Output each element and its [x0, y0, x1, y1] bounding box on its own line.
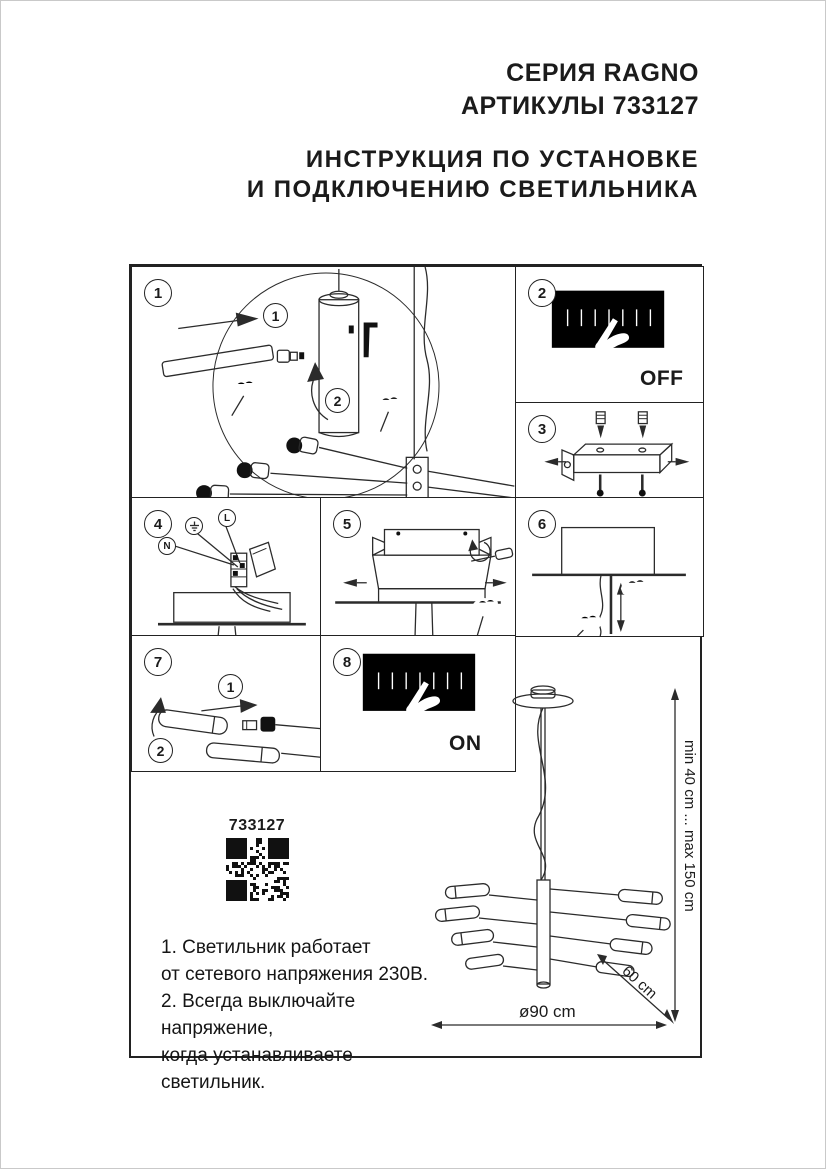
step-7-sub-1: 1	[218, 674, 243, 699]
diameter-dimension-label: ø90 cm	[519, 1002, 576, 1021]
earth-ground-icon	[189, 521, 200, 532]
step-5-badge: 5	[333, 510, 361, 538]
step-1-sub-2: 2	[325, 388, 350, 413]
step-7-panel	[131, 635, 322, 772]
step-7-badge: 7	[144, 648, 172, 676]
qr-article-number: 733127	[228, 817, 286, 834]
step-1-panel	[131, 266, 516, 499]
line-wire-badge: L	[218, 509, 236, 527]
step-6-badge: 6	[528, 510, 556, 538]
title-line-1: ИНСТРУКЦИЯ ПО УСТАНОВКЕ	[305, 146, 699, 173]
note-line: от сетевого напряжения 230В.	[161, 964, 429, 985]
step-7-sub-2: 2	[148, 738, 173, 763]
step-3-badge: 3	[528, 415, 556, 443]
height-dimension-label: min 40 cm ... max 150 cm	[681, 740, 698, 912]
page-title	[247, 145, 699, 205]
power-off-label: OFF	[640, 367, 684, 390]
step-6-panel	[515, 497, 704, 637]
step-8-badge: 8	[333, 648, 361, 676]
article-number-heading: АРТИКУЛЫ 733127	[460, 92, 699, 120]
note-line: 2. Всегда выключайте напряжение,	[161, 991, 356, 1039]
qr-code	[226, 838, 289, 901]
step-1-sub-1: 1	[263, 303, 288, 328]
note-line: 1. Светильник работает	[161, 937, 371, 958]
step-4-badge: 4	[144, 510, 172, 538]
step-3-panel	[515, 402, 704, 499]
depth-dimension-label: 60 cm	[618, 962, 661, 1003]
step-2-badge: 2	[528, 279, 556, 307]
power-on-label: ON	[449, 732, 482, 755]
note-line: когда устанавливаете светильник.	[161, 1045, 353, 1093]
step-1-badge: 1	[144, 279, 172, 307]
header	[461, 57, 699, 123]
steps-grid	[129, 264, 702, 1093]
title-line-2: И ПОДКЛЮЧЕНИЮ СВЕТИЛЬНИКА	[246, 176, 699, 203]
step-4-panel	[131, 497, 322, 637]
step-5-panel	[320, 497, 516, 637]
series-name: СЕРИЯ RAGNO	[506, 59, 699, 87]
neutral-wire-badge: N	[158, 537, 176, 555]
step-2-panel	[515, 266, 704, 404]
safety-notes	[161, 934, 461, 1096]
step-1-illustration	[132, 267, 515, 498]
earth-wire-badge	[185, 517, 203, 535]
